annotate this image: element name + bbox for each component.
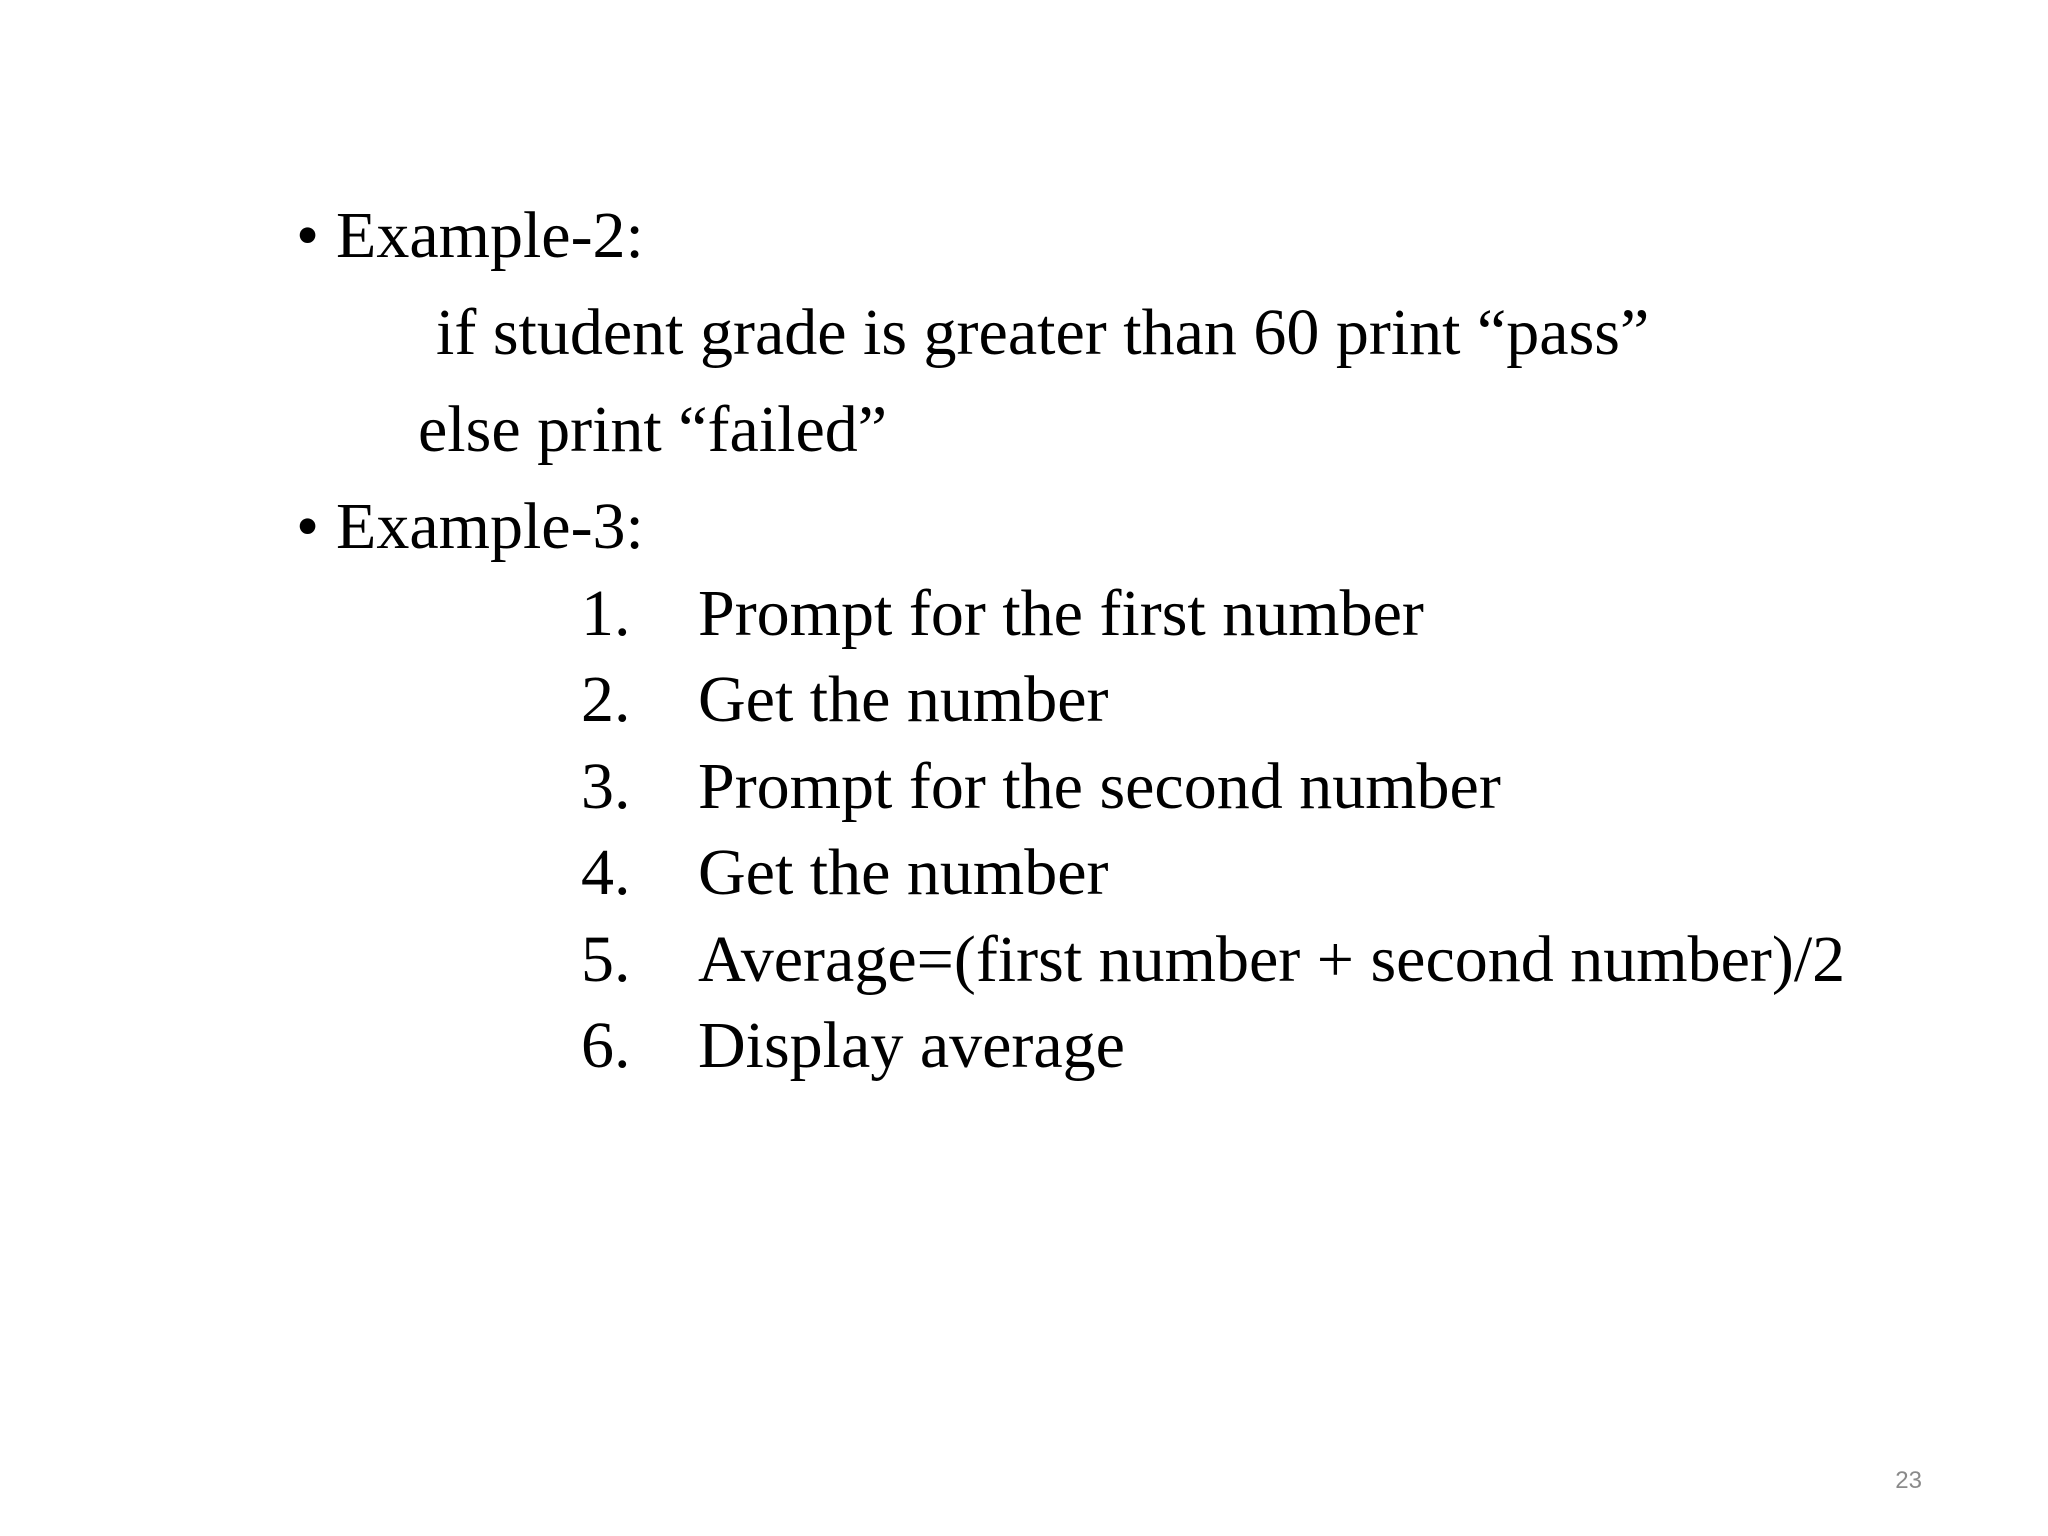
list-item-text: Prompt for the second number [698,750,1501,823]
bullet-icon: • [296,490,320,563]
list-item-text: Get the number [698,663,1109,736]
list-item-text: Average=(first number + second number)/2 [698,923,1846,996]
list-item-text: Prompt for the first number [698,577,1424,650]
example3-heading: Example-3: [336,490,644,563]
list-item-number: 5. [581,923,631,996]
list-item-text: Display average [698,1009,1125,1082]
example3-heading-row [296,487,644,567]
slide-page-number: 23 [1895,1467,1922,1494]
list-item-number: 2. [581,663,631,736]
list-item-number: 4. [581,836,631,909]
bullet-icon: • [296,199,320,272]
list-item-number: 3. [581,750,631,823]
example2-else-line: else print “failed” [418,393,888,466]
list-item-number: 1. [581,577,631,650]
example2-heading: Example-2: [336,199,644,272]
example2-heading-row [296,196,644,276]
example2-condition-line: if student grade is greater than 60 print “pass” [436,296,1650,369]
list-item-text: Get the number [698,836,1109,909]
list-item-number: 6. [581,1009,631,1082]
